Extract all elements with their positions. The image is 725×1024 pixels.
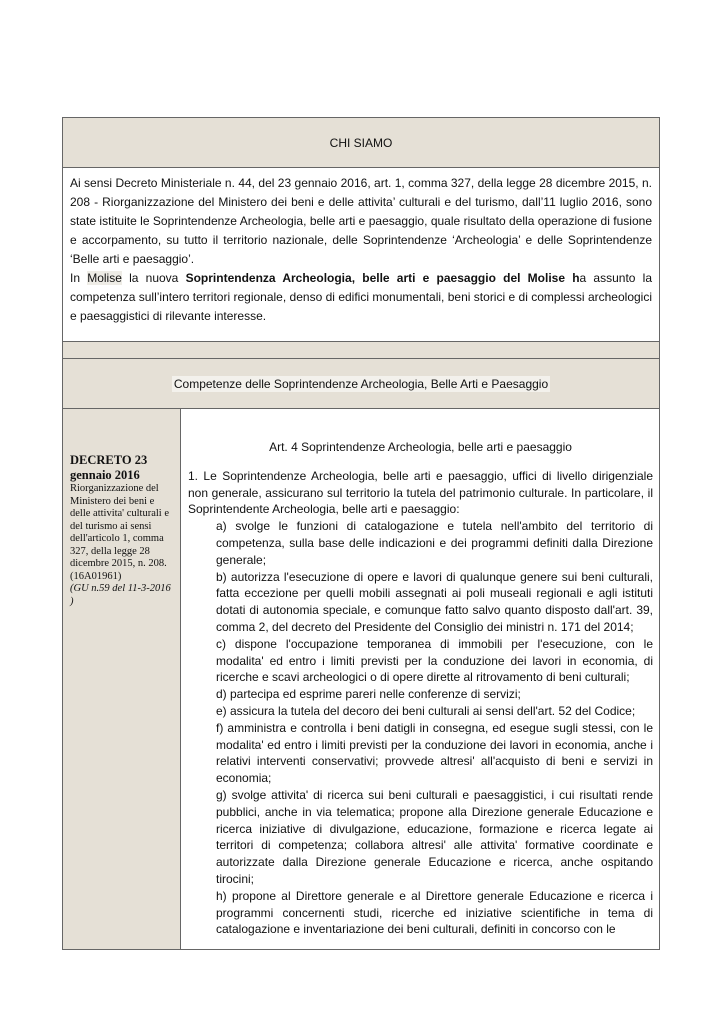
article-item-a: a) svolge le funzioni di catalogazione e tutela nell'ambito del territorio di competenza, sulla base delle indicazioni e dei programmi definiti dalla Direzione generale; [216, 519, 653, 567]
chi-siamo-title: CHI SIAMO [329, 135, 393, 150]
article-item-d: d) partecipa ed esprime pareri nelle conferenze di servizi; [216, 687, 521, 702]
article-item-f: f) amministra e controlla i beni datigli in consegna, ed esegue sugli stessi, con le modalita' ed entro i limiti previsti per la conduzione dei lavori in economia, anche i relativi interventi conservativi; provvede altresi' all'acquisto di beni e servizi in economia; [216, 720, 653, 786]
article-item-b: b) autorizza l'esecuzione di opere e lavori di qualunque genere sui beni culturali, fatta eccezione per quelli mobili assegnati ai poli museali regionali e agli istituti dotati di autonomia speciale, e comunque fatto salvo quanto disposto dall'art. 39, comma 2, del decreto del Presidente del Consiglio dei ministri n. 171 del 2014; [216, 569, 653, 634]
document-table [62, 117, 660, 950]
article-title: Art. 4 Soprintendenze Archeologia, belle arti e paesaggio [269, 440, 572, 454]
decree-section [63, 409, 659, 949]
article-content [181, 409, 659, 949]
spacer-row [63, 342, 659, 359]
intro-p2-prefix: In [70, 271, 88, 285]
decree-body: Riorganizzazione del Ministero dei beni e delle attivita' culturali e del turismo ai sensi dell'articolo 1, comma 327, della legge 28 dicembre 2015, n. 208. (16A01961) [70, 483, 169, 582]
competenze-header [63, 359, 659, 409]
intro-p2-mid: la nuova [121, 271, 186, 285]
competenze-title: Competenze delle Soprintendenze Archeologia, Belle Arti e Paesaggio [173, 376, 549, 391]
intro-paragraph-1: Ai sensi Decreto Ministeriale n. 44, del 23 gennaio 2016, art. 1, comma 327, della legge 28 dicembre 2015, n. 208 - Riorganizzazione del Ministero dei beni e delle attivita’ culturali e del turismo, dall’11 luglio 2016, sono state istituite le Soprintendenze Archeologia, belle arti e paesaggio, quale risultato della operazione di fusione e accorpamento, su tutto il territorio nazionale, delle Soprintendenze ‘Archeologia’ e delle Soprintendenze ‘Belle arti e paesaggio’. [70, 176, 652, 266]
article-item-e: e) assicura la tutela del decoro dei beni culturali ai sensi dell'art. 52 del Codice; [216, 703, 636, 718]
decree-title: DECRETO 23 gennaio 2016 [70, 453, 148, 482]
intro-p2-region: Molise [87, 271, 122, 285]
article-item-g: g) svolge attivita' di ricerca sui beni culturali e paesaggistici, i cui risultati rende pubblici, anche in via telematica; propone alla Direzione generale Educazione e ricerca iniziative di divulgazione, educazione, formazione e ricerca legate ai territori di competenza; collabora altresi' alle attivita' formative coordinate e autorizzate dalla Direzione generale Educazione e ricerca, anche ospitando tirocini; [216, 787, 653, 886]
intro-section [63, 168, 659, 342]
intro-paragraph-2 [70, 269, 652, 326]
article-intro: 1. Le Soprintendenze Archeologia, belle arti e paesaggio, uffici di livello dirigenziale non generale, assicurano sul territorio la tutela del patrimonio culturale. In particolare, il Soprintendente Archeologia, belle arti e paesaggio: [188, 468, 653, 517]
intro-p2-rest: a assunto la competenza sull’intero territori regionale, denso di edifici monumentali, beni storici e di complessi archeologici e paesaggistici di rilevante interesse. [70, 271, 653, 323]
article-item-c: c) dispone l'occupazione temporanea di immobili per l'esecuzione, con le modalita' ed entro i limiti previsti per la conduzione dei lavori in economia, di ricerche e scavi archeologici o di opere dirette al ritrovamento di beni culturali; [216, 636, 653, 685]
decree-gazette: (GU n.59 del 11-3-2016 ) [70, 583, 171, 607]
article-item-h: h) propone al Direttore generale e al Direttore generale Educazione e ricerca i programmi concernenti studi, ricerche ed iniziative scientifiche in tema di catalogazione e inventariazione dei beni culturali, definiti in concorso con le [216, 888, 653, 937]
decree-sidebar [63, 409, 181, 949]
chi-siamo-header [63, 118, 659, 168]
intro-p2-bold: Soprintendenza Archeologia, belle arti e paesaggio del Molise h [185, 271, 580, 285]
